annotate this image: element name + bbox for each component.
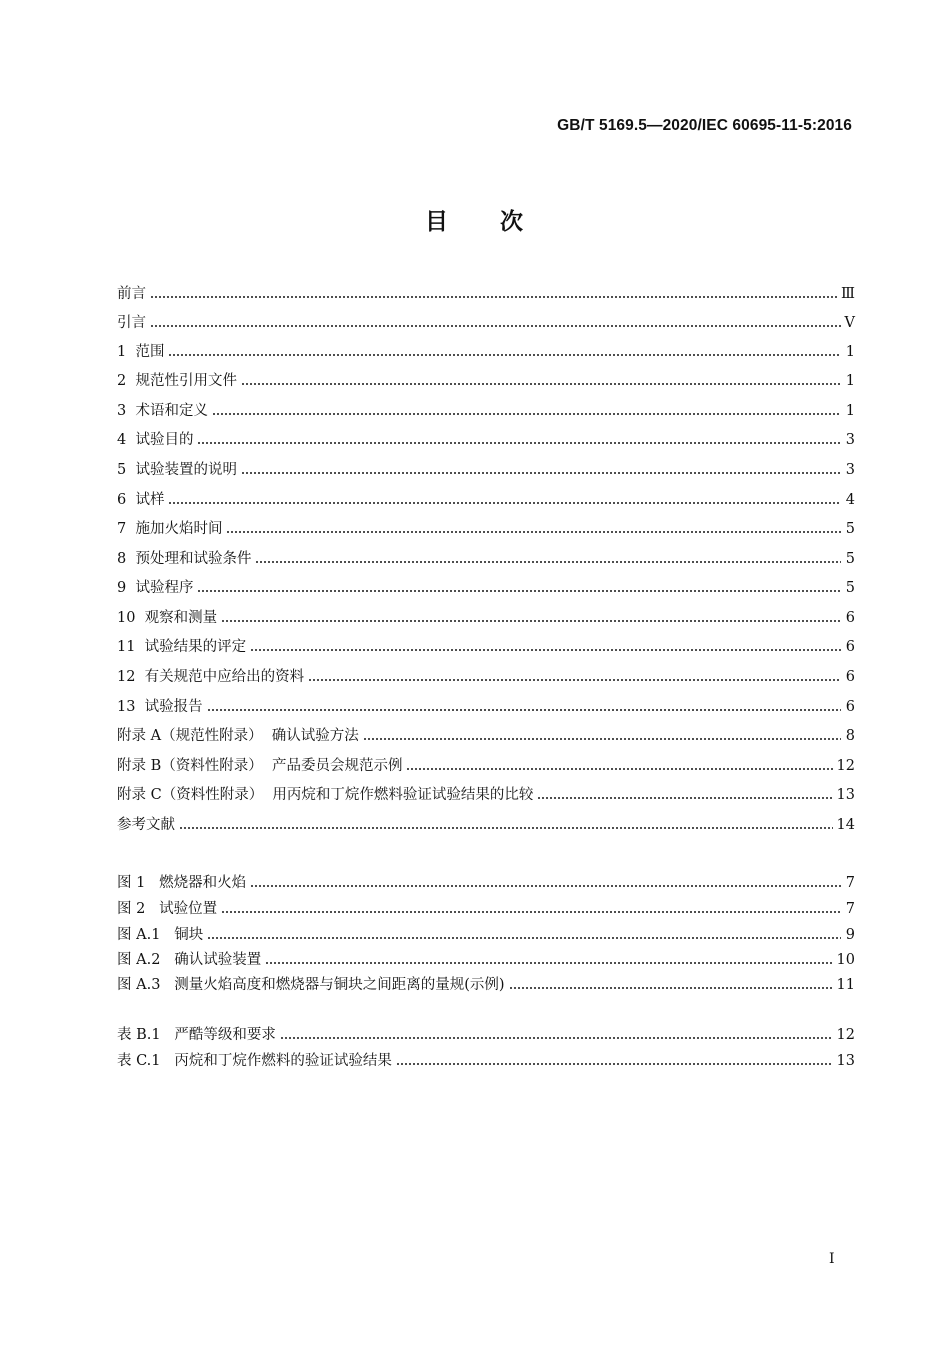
toc-entry-label: 附录 A（规范性附录） 确认试验方法	[117, 728, 359, 744]
toc-entry-label: 4 试验目的	[117, 432, 194, 448]
toc-entry-section-4[interactable]	[117, 429, 855, 451]
dot-leader	[226, 531, 841, 533]
toc-entry-page: 7	[845, 875, 855, 891]
toc-entry-page: 6	[845, 699, 855, 715]
dot-leader	[265, 962, 832, 964]
toc-entry-foreword[interactable]	[117, 283, 855, 305]
toc-entry-page: 11	[836, 977, 855, 993]
toc-entry-page: 12	[836, 1027, 855, 1043]
dot-leader	[250, 649, 841, 651]
toc-entry-label: 6 试样	[117, 492, 165, 508]
toc-entry-label: 附录 B（资料性附录） 产品委员会规范示例	[117, 758, 403, 774]
dot-leader	[168, 354, 841, 356]
toc-entry-label: 图 A.3 测量火焰高度和燃烧器与铜块之间距离的量规(示例)	[117, 977, 505, 993]
dot-leader	[396, 1063, 833, 1065]
toc-entry-page: 9	[845, 927, 855, 943]
toc-entry-page: 3	[845, 462, 855, 478]
toc-entry-label: 2 规范性引用文件	[117, 373, 237, 389]
dot-leader	[150, 296, 837, 298]
dot-leader	[241, 472, 841, 474]
toc-entry-page: 8	[845, 728, 855, 744]
toc-entry-label: 11 试验结果的评定	[117, 639, 247, 655]
dot-leader	[221, 911, 841, 913]
toc-entry-section-5[interactable]	[117, 459, 855, 481]
toc-entry-page: Ⅲ	[841, 286, 855, 302]
toc-entry-label: 图 A.1 铜块	[117, 927, 204, 943]
dot-leader	[537, 797, 832, 799]
toc-entry-table-c1[interactable]	[117, 1050, 855, 1072]
dot-leader	[207, 709, 841, 711]
toc-entry-label: 13 试验报告	[117, 699, 203, 715]
toc-entry-page: 5	[845, 580, 855, 596]
toc-entry-page: 5	[845, 551, 855, 567]
toc-entry-page: 7	[845, 901, 855, 917]
toc-entry-figure-a3[interactable]	[117, 974, 855, 996]
toc-entry-page: 1	[845, 344, 855, 360]
toc-entry-section-8[interactable]	[117, 548, 855, 570]
toc-entry-table-b1[interactable]	[117, 1024, 855, 1046]
toc-entry-label: 1 范围	[117, 344, 165, 360]
toc-entry-section-6[interactable]	[117, 489, 855, 511]
toc-entry-section-1[interactable]	[117, 341, 855, 363]
toc-entry-figure-a1[interactable]	[117, 924, 855, 946]
dot-leader	[509, 987, 833, 989]
toc-entry-label: 表 C.1 丙烷和丁烷作燃料的验证试验结果	[117, 1053, 392, 1069]
toc-entry-label: 9 试验程序	[117, 580, 194, 596]
toc-entry-section-3[interactable]	[117, 400, 855, 422]
toc-entry-section-13[interactable]	[117, 696, 855, 718]
toc-entry-label: 8 预处理和试验条件	[117, 551, 252, 567]
toc-entry-page: 12	[836, 758, 855, 774]
dot-leader	[150, 325, 841, 327]
toc-entry-page: 6	[845, 610, 855, 626]
toc-entry-page: Ⅴ	[844, 315, 855, 331]
toc-entry-section-7[interactable]	[117, 518, 855, 540]
toc-entry-page: 5	[845, 521, 855, 537]
toc-entry-label: 3 术语和定义	[117, 403, 208, 419]
dot-leader	[241, 383, 841, 385]
toc-entry-section-9[interactable]	[117, 577, 855, 599]
toc-entry-section-11[interactable]	[117, 636, 855, 658]
toc-entry-label: 图 2 试验位置	[117, 901, 218, 917]
toc-entry-figure-a2[interactable]	[117, 949, 855, 971]
toc-entry-label: 12 有关规范中应给出的资料	[117, 669, 305, 685]
dot-leader	[308, 679, 841, 681]
dot-leader	[207, 937, 841, 939]
toc-entry-page: 13	[836, 1053, 855, 1069]
page-number: Ⅰ	[829, 1251, 835, 1267]
toc-entry-page: 13	[836, 787, 855, 803]
dot-leader	[250, 885, 841, 887]
toc-entry-bibliography[interactable]	[117, 814, 855, 836]
toc-entry-page: 6	[845, 639, 855, 655]
toc-entry-label: 7 施加火焰时间	[117, 521, 223, 537]
dot-leader	[168, 502, 841, 504]
toc-entry-label: 图 A.2 确认试验装置	[117, 952, 262, 968]
toc-entry-page: 10	[836, 952, 855, 968]
toc-entry-section-10[interactable]	[117, 607, 855, 629]
toc-entry-label: 10 观察和测量	[117, 610, 218, 626]
toc-entry-annex-b[interactable]	[117, 755, 855, 777]
toc-entry-page: 3	[845, 432, 855, 448]
page-title: 目 次	[424, 209, 525, 235]
toc-entry-label: 前言	[117, 286, 146, 302]
dot-leader	[212, 413, 841, 415]
dot-leader	[255, 561, 841, 563]
dot-leader	[197, 442, 841, 444]
toc-entry-figure-1[interactable]	[117, 872, 855, 894]
dot-leader	[280, 1037, 833, 1039]
toc-entry-section-12[interactable]	[117, 666, 855, 688]
toc-entry-page: 6	[845, 669, 855, 685]
toc-entry-section-2[interactable]	[117, 370, 855, 392]
toc-entry-label: 表 B.1 严酷等级和要求	[117, 1027, 276, 1043]
toc-entry-label: 图 1 燃烧器和火焰	[117, 875, 247, 891]
dot-leader	[197, 590, 841, 592]
toc-entry-page: 4	[845, 492, 855, 508]
toc-entry-figure-2[interactable]	[117, 898, 855, 920]
toc-entry-page: 14	[836, 817, 855, 833]
toc-entry-page: 1	[845, 373, 855, 389]
toc-entry-page: 1	[845, 403, 855, 419]
dot-leader	[179, 827, 833, 829]
toc-entry-label: 5 试验装置的说明	[117, 462, 237, 478]
dot-leader	[406, 768, 832, 770]
dot-leader	[221, 620, 841, 622]
toc-entry-label: 引言	[117, 315, 146, 331]
toc-entry-annex-a[interactable]	[117, 725, 855, 747]
toc-entry-introduction[interactable]	[117, 312, 855, 334]
toc-entry-annex-c[interactable]	[117, 784, 855, 806]
toc-entry-label: 参考文献	[117, 817, 175, 833]
dot-leader	[363, 738, 841, 740]
standard-number-header: GB/T 5169.5—2020/IEC 60695-11-5:2016	[557, 117, 852, 134]
toc-entry-label: 附录 C（资料性附录） 用丙烷和丁烷作燃料验证试验结果的比较	[117, 787, 534, 803]
